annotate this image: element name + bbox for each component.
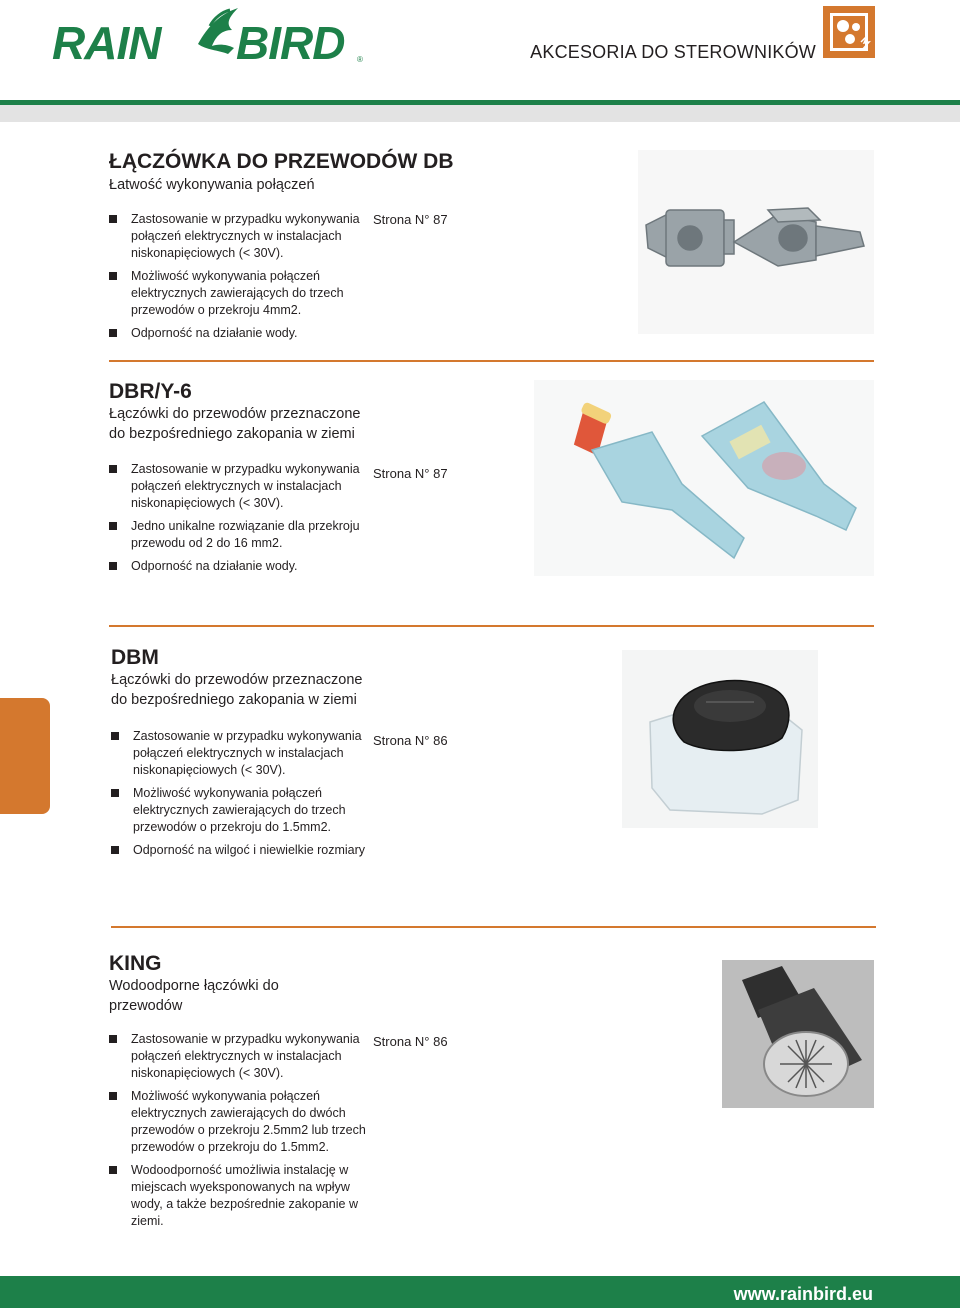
section-divider bbox=[111, 926, 876, 928]
dbm-connector-image bbox=[622, 650, 818, 828]
list-item: Odporność na wilgoć i niewielkie rozmiary bbox=[111, 842, 371, 859]
section-title-dbry6: DBR/Y-6 bbox=[109, 380, 192, 403]
db-connector-image bbox=[638, 150, 874, 334]
svg-text:RAIN: RAIN bbox=[52, 17, 161, 66]
list-item: Możliwość wykonywania połączeń elektrycznych zawierających do dwóch przewodów o przekroju 2.5mm2 lub trzech przewodów o przekroju do 1.5mm2. bbox=[109, 1088, 369, 1156]
list-item: Zastosowanie w przypadku wykonywania połączeń elektrycznych w instalacjach niskonapięciowych (< 30V). bbox=[109, 211, 369, 262]
dbry6-connector-image bbox=[534, 380, 874, 576]
list-item: Możliwość wykonywania połączeń elektrycznych zawierających do trzech przewodów o przekroju do 1.5mm2. bbox=[111, 785, 371, 836]
page-reference-king: Strona N° 86 bbox=[373, 1034, 448, 1049]
page-reference-db: Strona N° 87 bbox=[373, 212, 448, 227]
section-title-king: KING bbox=[109, 952, 162, 975]
bullet-square-icon bbox=[109, 1092, 117, 1100]
rain-bird-logo bbox=[50, 4, 370, 66]
list-item: Zastosowanie w przypadku wykonywania połączeń elektrycznych w instalacjach niskonapięciowych (< 30V). bbox=[109, 461, 369, 512]
bullet-square-icon bbox=[109, 215, 117, 223]
feature-list-dbry6 bbox=[109, 461, 369, 581]
website-link[interactable]: www.rainbird.eu bbox=[733, 1284, 873, 1304]
page-reference-dbm: Strona N° 86 bbox=[373, 733, 448, 748]
bullet-square-icon bbox=[109, 272, 117, 280]
list-item: Możliwość wykonywania połączeń elektrycznych zawierających do trzech przewodów o przekroju 4mm2. bbox=[109, 268, 369, 319]
section-title-dbm: DBM bbox=[111, 646, 159, 669]
feature-list-king bbox=[109, 1031, 369, 1236]
section-subtitle-dbry6: Łączówki do przewodów przeznaczone do bezpośredniego zakopania w ziemi bbox=[109, 406, 361, 442]
svg-text:BIRD: BIRD bbox=[236, 17, 345, 66]
bullet-square-icon bbox=[109, 1035, 117, 1043]
list-item: Zastosowanie w przypadku wykonywania połączeń elektrycznych w instalacjach niskonapięciowych (< 30V). bbox=[109, 1031, 369, 1082]
bullet-square-icon bbox=[111, 732, 119, 740]
page-reference-dbry6: Strona N° 87 bbox=[373, 466, 448, 481]
list-item: Jedno unikalne rozwiązanie dla przekroju przewodu od 2 do 16 mm2. bbox=[109, 518, 369, 552]
bullet-square-icon bbox=[111, 789, 119, 797]
feature-list-db bbox=[109, 211, 369, 348]
section-subtitle-king: Wodoodporne łączówki do przewodów bbox=[109, 978, 279, 1014]
page-header-title: AKCESORIA DO STEROWNIKÓW bbox=[530, 42, 816, 62]
section-title-db: ŁĄCZÓWKA DO PRZEWODÓW DB bbox=[109, 150, 454, 173]
section-subtitle-db: Łatwość wykonywania połączeń bbox=[109, 177, 315, 193]
bullet-square-icon bbox=[111, 846, 119, 854]
section-side-tab bbox=[0, 698, 50, 814]
bullet-square-icon bbox=[109, 329, 117, 337]
bullet-square-icon bbox=[109, 522, 117, 530]
bullet-square-icon bbox=[109, 1166, 117, 1174]
controller-accessories-icon bbox=[823, 6, 875, 58]
section-divider bbox=[109, 360, 874, 362]
section-divider bbox=[109, 625, 874, 627]
bullet-square-icon bbox=[109, 465, 117, 473]
feature-list-dbm bbox=[111, 728, 371, 865]
list-item: Zastosowanie w przypadku wykonywania połączeń elektrycznych w instalacjach niskonapięciowych (< 30V). bbox=[111, 728, 371, 779]
bullet-square-icon bbox=[109, 562, 117, 570]
section-subtitle-dbm: Łączówki do przewodów przeznaczone do bezpośredniego zakopania w ziemi bbox=[111, 672, 363, 708]
list-item: Odporność na działanie wody. bbox=[109, 558, 369, 575]
header-subbar bbox=[0, 105, 960, 122]
svg-text:®: ® bbox=[357, 55, 363, 64]
list-item: Wodoodporność umożliwia instalację w miejscach wyeksponowanych na wpływ wody, a także bezpośrednie zakopanie w ziemi. bbox=[109, 1162, 369, 1230]
king-connector-image bbox=[722, 960, 874, 1108]
list-item: Odporność na działanie wody. bbox=[109, 325, 369, 342]
